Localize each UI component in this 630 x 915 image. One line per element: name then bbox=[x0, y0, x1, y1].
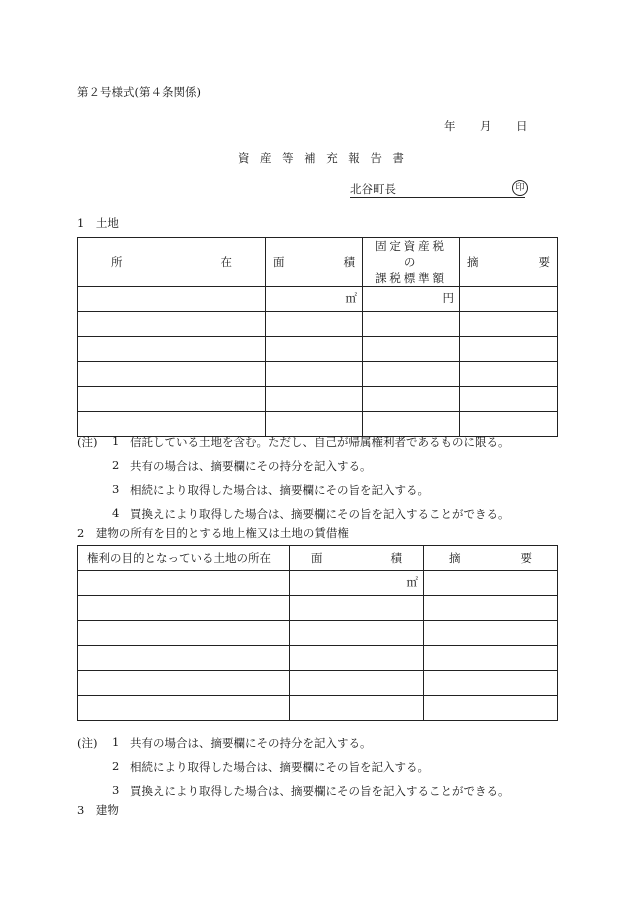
cell-tax[interactable] bbox=[363, 362, 460, 387]
cell-remarks[interactable] bbox=[460, 337, 558, 362]
note-text: 相続により取得した場合は、摘要欄にその旨を記入する。 bbox=[130, 483, 429, 497]
header-location: 権利の目的となっている土地の所在 bbox=[78, 546, 290, 571]
note-number: 2 bbox=[112, 458, 120, 472]
date-month: 月 bbox=[480, 119, 492, 133]
note-text: 信託している土地を含む。ただし、自己が帰属権利者であるものに限る。 bbox=[130, 435, 510, 449]
cell-tax[interactable] bbox=[363, 412, 460, 437]
cell-remarks[interactable] bbox=[424, 646, 558, 671]
note-text: 共有の場合は、摘要欄にその持分を記入する。 bbox=[130, 736, 372, 750]
cell-location[interactable] bbox=[78, 387, 266, 412]
form-number: 第２号様式(第４条関係) bbox=[77, 85, 201, 99]
note-number: 2 bbox=[112, 759, 120, 773]
header-area: 面 積 bbox=[290, 546, 424, 571]
addressee-line bbox=[350, 181, 525, 198]
notes-prefix: (注) bbox=[77, 435, 98, 449]
cell-remarks[interactable] bbox=[460, 362, 558, 387]
header-location: 所 在 bbox=[78, 238, 266, 287]
land-table-header bbox=[78, 238, 558, 287]
cell-area[interactable] bbox=[266, 312, 363, 337]
table-row bbox=[78, 337, 558, 362]
seal-mark-icon: 印 bbox=[512, 180, 528, 196]
cell-location[interactable] bbox=[78, 596, 290, 621]
cell-location[interactable] bbox=[78, 412, 266, 437]
table-row bbox=[78, 387, 558, 412]
table-row bbox=[78, 671, 558, 696]
cell-location[interactable] bbox=[78, 287, 266, 312]
table-row bbox=[78, 696, 558, 721]
cell-area[interactable] bbox=[290, 596, 424, 621]
note-number: 4 bbox=[112, 506, 120, 520]
cell-location[interactable] bbox=[78, 621, 290, 646]
cell-area[interactable] bbox=[266, 387, 363, 412]
land-table bbox=[77, 237, 558, 437]
table-row bbox=[78, 362, 558, 387]
cell-area[interactable] bbox=[290, 646, 424, 671]
cell-remarks[interactable] bbox=[424, 621, 558, 646]
table-row bbox=[78, 596, 558, 621]
section3-heading: 3 建物 bbox=[77, 803, 119, 817]
note-text: 共有の場合は、摘要欄にその持分を記入する。 bbox=[130, 459, 372, 473]
note-text: 買換えにより取得した場合は、摘要欄にその旨を記入することができる。 bbox=[130, 784, 510, 798]
cell-location[interactable] bbox=[78, 671, 290, 696]
cell-tax[interactable] bbox=[363, 387, 460, 412]
table-row bbox=[78, 412, 558, 437]
notes-prefix: (注) bbox=[77, 736, 98, 750]
cell-area[interactable] bbox=[266, 362, 363, 387]
cell-remarks[interactable] bbox=[424, 571, 558, 596]
note-number: 3 bbox=[112, 482, 120, 496]
cell-remarks[interactable] bbox=[424, 596, 558, 621]
cell-location[interactable] bbox=[78, 571, 290, 596]
date-year: 年 bbox=[444, 119, 456, 133]
cell-tax[interactable] bbox=[363, 337, 460, 362]
cell-area[interactable] bbox=[290, 696, 424, 721]
table-row bbox=[78, 646, 558, 671]
note-number: 3 bbox=[112, 783, 120, 797]
cell-area[interactable] bbox=[266, 412, 363, 437]
header-tax-base: 固定資産税の 課税標準額 bbox=[363, 238, 460, 287]
cell-area[interactable] bbox=[290, 671, 424, 696]
header-remarks: 摘 要 bbox=[460, 238, 558, 287]
cell-area-unit[interactable]: ㎡ bbox=[290, 571, 424, 596]
cell-area[interactable] bbox=[290, 621, 424, 646]
cell-remarks[interactable] bbox=[424, 671, 558, 696]
note-text: 買換えにより取得した場合は、摘要欄にその旨を記入することができる。 bbox=[130, 507, 510, 521]
cell-remarks[interactable] bbox=[424, 696, 558, 721]
header-area: 面 積 bbox=[266, 238, 363, 287]
section1-heading: 1 土地 bbox=[77, 216, 119, 230]
cell-location[interactable] bbox=[78, 337, 266, 362]
cell-remarks[interactable] bbox=[460, 312, 558, 337]
cell-location[interactable] bbox=[78, 646, 290, 671]
date-day: 日 bbox=[516, 119, 528, 133]
leasehold-table-header bbox=[78, 546, 558, 571]
note-text: 相続により取得した場合は、摘要欄にその旨を記入する。 bbox=[130, 760, 429, 774]
cell-area[interactable] bbox=[266, 337, 363, 362]
table-row bbox=[78, 621, 558, 646]
table-row bbox=[78, 287, 558, 312]
cell-location[interactable] bbox=[78, 696, 290, 721]
document-title: 資 産 等 補 充 報 告 書 bbox=[238, 151, 408, 165]
note-number: 1 bbox=[112, 434, 120, 448]
addressee-name: 北谷町長 bbox=[350, 182, 396, 196]
cell-remarks[interactable] bbox=[460, 412, 558, 437]
cell-area-unit[interactable]: ㎡ bbox=[266, 287, 363, 312]
table-row bbox=[78, 571, 558, 596]
table-row bbox=[78, 312, 558, 337]
cell-remarks[interactable] bbox=[460, 387, 558, 412]
cell-location[interactable] bbox=[78, 312, 266, 337]
cell-tax-unit[interactable]: 円 bbox=[363, 287, 460, 312]
cell-tax[interactable] bbox=[363, 312, 460, 337]
cell-location[interactable] bbox=[78, 362, 266, 387]
leasehold-table bbox=[77, 545, 558, 721]
section2-heading: 2 建物の所有を目的とする地上権又は土地の賃借権 bbox=[77, 526, 349, 540]
header-remarks: 摘 要 bbox=[424, 546, 558, 571]
cell-remarks[interactable] bbox=[460, 287, 558, 312]
note-number: 1 bbox=[112, 735, 120, 749]
